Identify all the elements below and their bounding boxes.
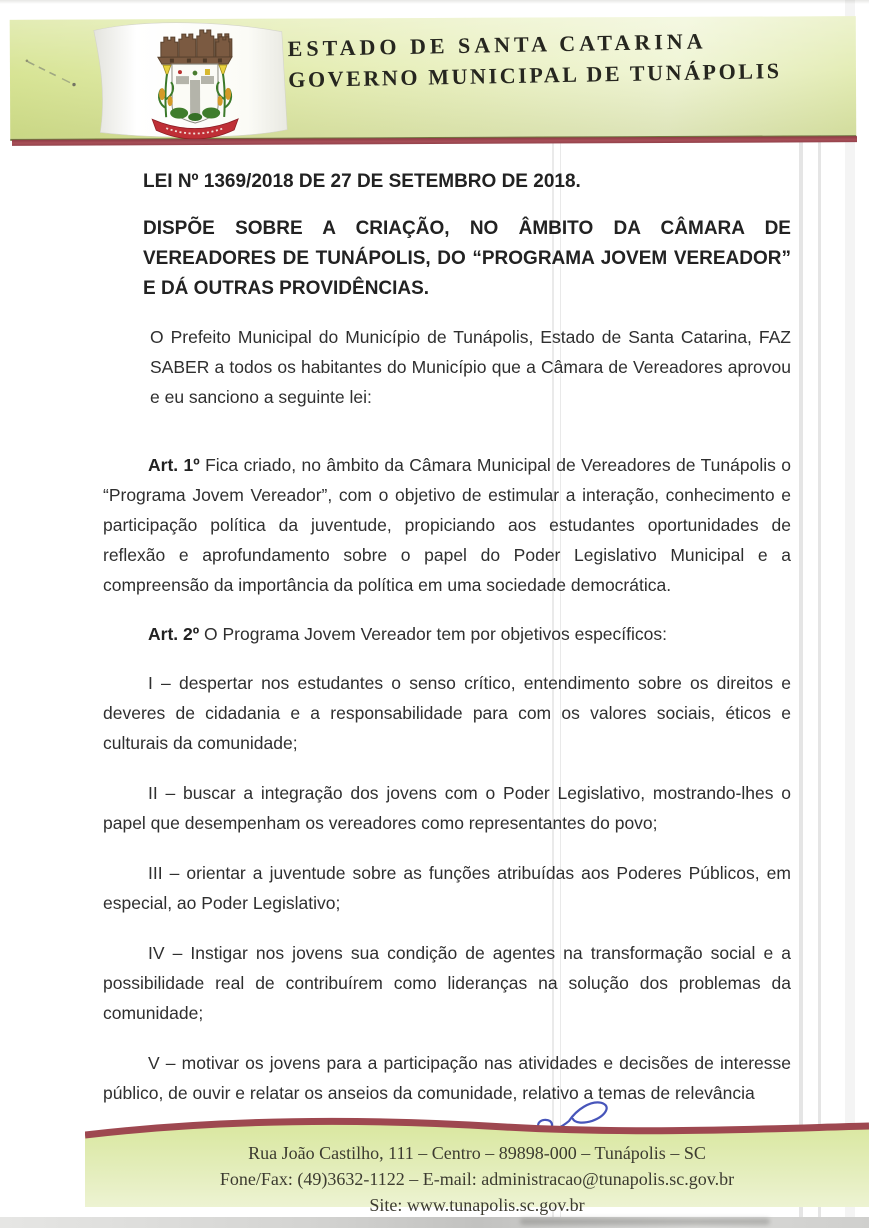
clause-ii: II – buscar a integração dos jovens com o Poder Legislativo, mostrando-lhes o papel que desempenham os vereadores como representantes do povo; [103,783,791,833]
article-2 [103,619,791,649]
clause-v: V – motivar os jovens para a participação nas atividades e decisões de interesse público, de ouvir e relatar os anseios da comunidade, relativo a temas de relevância [103,1053,791,1103]
article-1 [103,450,791,600]
header-state-line: ESTADO DE SANTA CATARINA [287,28,707,62]
scan-edge-top [0,0,869,4]
scan-streak [845,0,855,1228]
footer-site: Site: www.tunapolis.sc.gov.br [369,1195,585,1215]
footer-contact-block [85,1140,869,1218]
footer-address: Rua João Castilho, 111 – Centro – 89898-000 – Tunápolis – SC [248,1143,706,1163]
clause-iv: IV – Instigar nos jovens sua condição de agentes na transformação social e a possibilidade real de contribuírem como lideranças na solução dos problemas da comunidade; [103,943,791,1023]
scan-smudge [520,1218,770,1225]
header-banner [10,16,857,141]
clause-iii: III – orientar a juventude sobre as funções atribuídas aos Poderes Públicos, em especial, ao Poder Legislativo; [103,863,791,913]
article-1-text: Fica criado, no âmbito da Câmara Municipal de Vereadores de Tunápolis o “Programa Jovem Vereador”, com o objetivo de estimular a interação, conhecimento e participação política da juventude, propiciando aos estudantes oportunidades de reflexão e aprofundamento sobre o papel do Poder Legislativo Municipal e a compreensão da importância da política em uma sociedade democrática. [103,455,791,595]
header-government-line: GOVERNO MUNICIPAL DE TUNÁPOLIS [288,58,782,93]
law-body [103,167,791,1128]
law-summary: DISPÕE SOBRE A CRIAÇÃO, NO ÂMBITO DA CÂMARA DE VEREADORES DE TUNÁPOLIS, DO “PROGRAMA JOVEM VEREADOR” E DÁ OUTRAS PROVIDÊNCIAS. [143,218,791,299]
header-title-block [287,27,781,93]
article-1-label: Art. 1º [148,455,200,475]
scan-streak [818,130,821,1228]
scan-streak [799,130,803,1228]
municipal-flag [78,16,294,141]
article-2-label: Art. 2º [148,624,200,644]
law-title: LEI Nº 1369/2018 DE 27 DE SETEMBRO DE 2018. [143,171,581,192]
footer-phone-email: Fone/Fax: (49)3632-1122 – E-mail: administracao@tunapolis.sc.gov.br [219,1169,735,1189]
article-2-text: O Programa Jovem Vereador tem por objetivos específicos: [204,624,667,644]
clause-i: I – despertar nos estudantes o senso crítico, entendimento sobre os direitos e deveres de cidadania e a responsabilidade para com os valores sociais, éticos e culturais da comunidade; [103,673,791,753]
law-preamble: O Prefeito Municipal do Município de Tunápolis, Estado de Santa Catarina, FAZ SABER a todos os habitantes do Município que a Câmara de Vereadores aprovou e eu sanciono a seguinte lei: [150,327,791,407]
